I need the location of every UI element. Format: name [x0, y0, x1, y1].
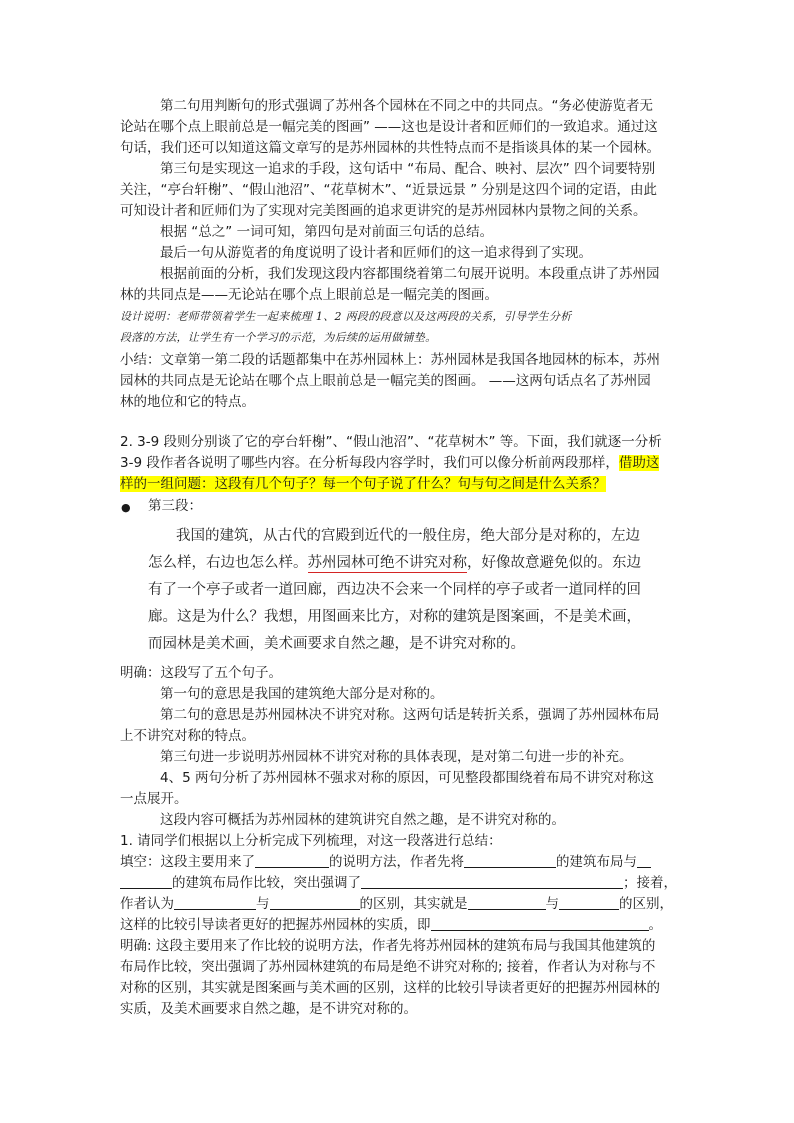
fill-text: 的建筑布局作比较，突出强调了: [172, 875, 361, 891]
answer-line2: 布局作比较，突出强调了苏州园林建筑的布局是绝不讲究对称的; 接着，作者认为对称与不: [120, 959, 656, 975]
summary-line2: 园林的共同点是无论站在哪个点上眼前总是一幅完美的图画。 ——这两句话点名了苏州园: [120, 373, 651, 389]
quote-line4: 廊。这是为什么？我想，用图画来比方，对称的建筑是图案画，不是美术画，: [148, 609, 641, 625]
para5-line2: 林的共同点是——无论站在哪个点上眼前总是一幅完美的图画。: [120, 287, 498, 303]
quote-line2: [148, 550, 641, 577]
fill-blank-emphasis[interactable]: [361, 874, 623, 889]
fill-blank-b[interactable]: [270, 895, 360, 910]
answer-line4: 实质，及美术画要求自然之趣，是不讲究对称的。: [120, 1001, 417, 1017]
para3: 根据 “总之” 一词可知，第四句是对前面三句话的总结。: [160, 224, 494, 240]
para2-line1: 第三句是实现这一追求的手段，这句话中 “布局、配合、映衬、层次” 四个词要特别: [160, 161, 656, 177]
fill-line3: [120, 894, 673, 916]
quote-line3: 有了一个亭子或者一道回廊，西边决不会来一个同样的亭子或者一道同样的回: [148, 582, 641, 598]
fill-blank-compare[interactable]: [120, 874, 172, 889]
fill-text: 的区别，其实就是: [359, 896, 468, 912]
mq-s2-line1: 第二句的意思是苏州园林决不讲究对称。这两句话是转折关系，强调了苏州园林布局: [160, 707, 660, 723]
mq-summary: 这段内容可概括为苏州园林的建筑讲究自然之趣，是不讲究对称的。: [160, 812, 565, 828]
q2-line2-highlight: 借助这: [618, 455, 660, 471]
para1-line2: 论站在哪个点上眼前总是一幅完美的图画” ——这也是设计者和匠师们的一致追求。通过这: [120, 119, 658, 135]
bullet-text: 第三段：: [148, 498, 202, 514]
fill-blank-essence[interactable]: [431, 916, 649, 931]
mq-label: 明确：这段写了五个句子。: [120, 665, 282, 681]
mq-s2-line2: 上不讲究对称的特点。: [120, 728, 255, 744]
q2-line2: [120, 453, 659, 475]
bullet-icon: ●: [121, 501, 131, 514]
quote-underlined-text: 苏州园林可绝不讲究对称: [307, 555, 467, 571]
fill-text: 的区别，: [619, 896, 673, 912]
q2-line1: 2. 3-9 段则分别谈了它的亭台轩榭”、“假山池沼”、“花草树木” 等。下面，我们就逐一分析: [120, 434, 662, 450]
fill-blank-a[interactable]: [174, 895, 256, 910]
fill-blank-compare-start[interactable]: [637, 853, 651, 868]
fill-text: 与: [545, 896, 559, 912]
answer-line3: 对称的区别，其实就是图案画与美术画的区别，这样的比较引导读者更好的把握苏州园林的: [120, 980, 660, 996]
para2-line3: 可知设计者和匠师们为了实现对完美图画的追求更讲究的是苏州园林内景物之间的关系。: [120, 203, 647, 219]
quote-line5: 而园林是美术画，美术画要求自然之趣，是不讲究对称的。: [148, 636, 525, 652]
fill-text: 作者认为: [120, 896, 174, 912]
fill-text: 的说明方法，作者先将: [329, 854, 464, 870]
answer-line1: 明确: 这段主要用来了作比较的说明方法，作者先将苏州园林的建筑布局与我国其他建筑的: [120, 938, 656, 954]
quote-line2-a: 怎么样，右边也怎么样。: [148, 555, 308, 571]
fill-line1: [120, 852, 651, 874]
mq-s3: 第三句进一步说明苏州园林不讲究对称的具体表现，是对第二句进一步的补充。: [160, 749, 633, 765]
para1-line3: 句话，我们还可以知道这篇文章写的是苏州园林的共性特点而不是指谈具体的某一个园林。: [120, 140, 660, 156]
mq-s1: 第一句的意思是我国的建筑绝大部分是对称的。: [160, 686, 444, 702]
design-note-line2: 段落的方法，让学生有一个学习的示范，为后续的运用做铺垫。: [120, 331, 437, 344]
para4: 最后一句从游览者的角度说明了设计者和匠师们的这一追求得到了实现。: [160, 245, 592, 261]
para5-line1: 根据前面的分析，我们发现这段内容都围绕着第二句展开说明。本段重点讲了苏州园: [160, 266, 660, 282]
task1: 1. 请同学们根据以上分析完成下列梳理，对这一段落进行总结：: [120, 833, 502, 849]
design-note-line1: 设计说明：老师带领着学生一起来梳理 1、2 两段的段意以及这两段的关系，引导学生分析: [120, 310, 572, 323]
fill-text: ；接着，: [623, 875, 677, 891]
q2-line3-highlight: 样的一组问题：这段有几个句子？每一个句子说了什么？句与句之间是什么关系？: [120, 476, 606, 492]
fill-blank-method[interactable]: [255, 853, 329, 868]
summary-line1: 小结：文章第一第二段的话题都集中在苏州园林上：苏州园林是我国各地园林的标本，苏州: [120, 352, 660, 368]
fill-text: 。: [648, 917, 662, 933]
mq-s45-line2: 一点展开。: [120, 791, 188, 807]
para2-line2: 关注，“亭台轩榭”、“假山池沼”、“花草树木”、“近景远景 ” 分别是这四个词的定语，由此: [120, 182, 658, 198]
para1-line1: 第二句用判断句的形式强调了苏州各个园林在不同之中的共同点。“务必使游览者无: [160, 98, 653, 114]
summary-line3: 林的地位和它的特点。: [120, 394, 255, 410]
fill-text: 与: [256, 896, 270, 912]
fill-line2: [120, 873, 677, 895]
fill-text: 的建筑布局与: [556, 854, 637, 870]
fill-blank-c[interactable]: [468, 895, 546, 910]
quote-line1: 我国的建筑，从古代的宫殿到近代的一般住房，绝大部分是对称的，左边: [176, 528, 640, 544]
fill-blank-d[interactable]: [559, 895, 619, 910]
mq-s45-line1: 4、5 两句分析了苏州园林不强求对称的原因，可见整段都围绕着布局不讲究对称这: [160, 770, 654, 786]
q2-line3: [120, 474, 606, 496]
fill-text: 填空：这段主要用来了: [120, 854, 255, 870]
fill-blank-subject[interactable]: [464, 853, 556, 868]
quote-line2-b: ，好像故意避免似的。东边: [467, 555, 641, 571]
fill-text: 这样的比较引导读者更好的把握苏州园林的实质，即: [120, 917, 431, 933]
q2-line2-plain: 3-9 段作者各说明了哪些内容。在分析每段内容学时，我们可以像分析前两段那样，: [120, 455, 619, 471]
fill-line4: [120, 915, 662, 937]
